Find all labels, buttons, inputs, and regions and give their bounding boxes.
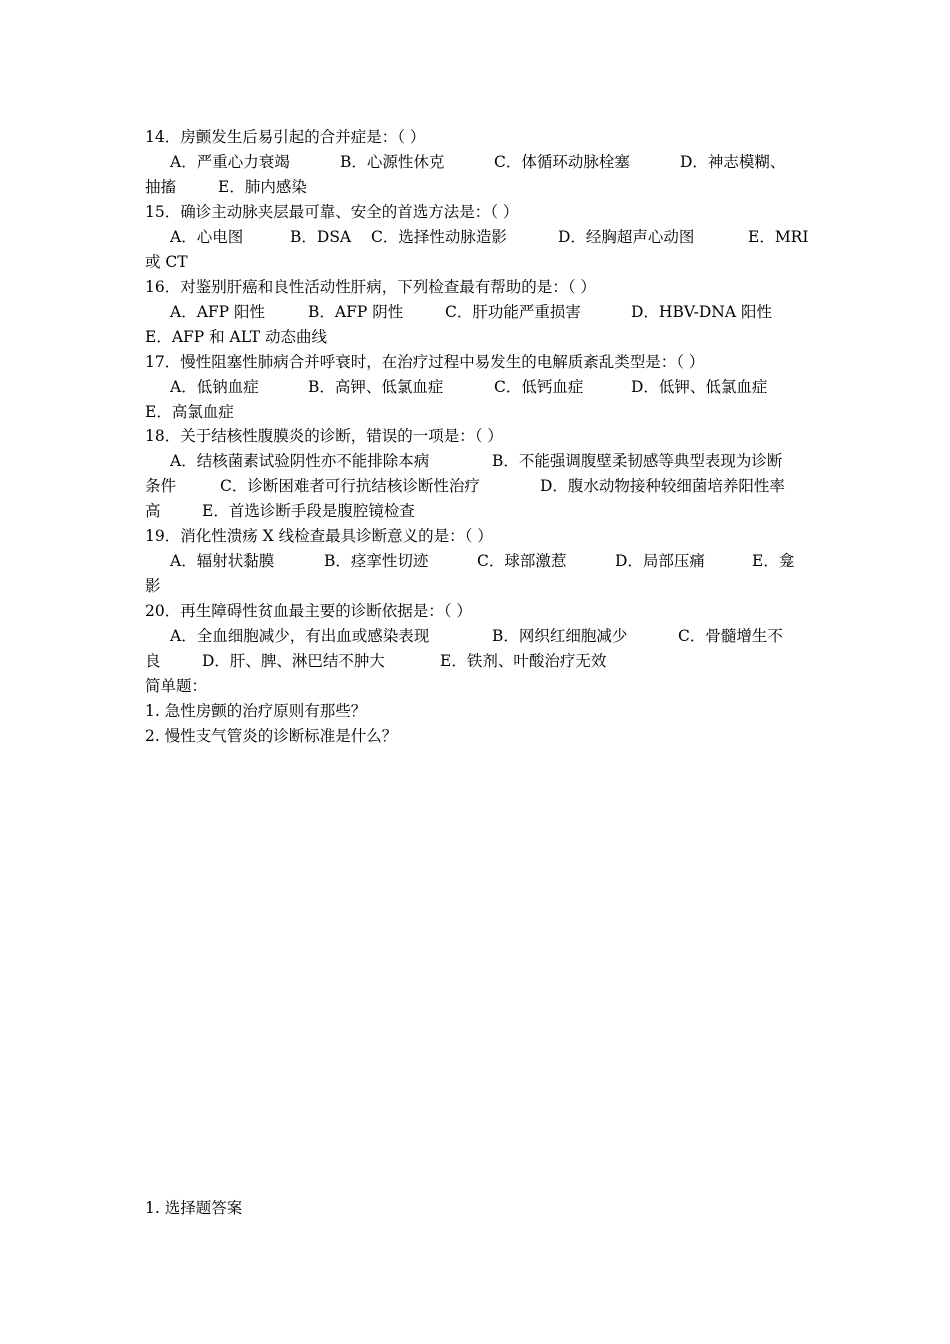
question-18-stem: 18．关于结核性腹膜炎的诊断，错误的一项是：（ ） [145,427,503,445]
option-a: A．心电图 [170,228,244,246]
option-d: D．低钾、低氯血症 [631,378,768,396]
question-16-stem: 16．对鉴别肝癌和良性活动性肝病，下列检查最有帮助的是：（ ） [145,278,596,296]
option-d: D．经胸超声心动图 [558,228,695,246]
short-answer-item-1: 1. 急性房颤的治疗原则有那些？ [145,702,367,720]
question-14-options-line-1 [145,150,810,175]
option-c: C．球部激惹 [477,552,567,570]
option-b: B．不能强调腹壁柔韧感等典型表现为诊断 [492,452,783,470]
question-17-options-line-2 [145,400,810,425]
option-d-continued: 高 [145,502,161,520]
option-e-continued: 或 CT [145,253,188,271]
question-18-options-line-2 [145,474,810,499]
option-c: C．低钙血症 [494,378,584,396]
option-c: C．选择性动脉造影 [371,228,507,246]
option-c: C．骨髓增生不 [678,627,783,645]
option-c: C．体循环动脉栓塞 [494,153,630,171]
option-b: B．AFP 阴性 [308,303,404,321]
option-b: B．心源性休克 [340,153,445,171]
answers-heading: 1. 选择题答案 [145,1199,243,1217]
question-19-options-line-2 [145,574,810,599]
option-b: B．高钾、低氯血症 [308,378,444,396]
question-20-options-line-2 [145,649,810,674]
question-18-options-line-1 [145,449,810,474]
option-d: D．腹水动物接种较细菌培养阳性率 [540,477,785,495]
question-15-stem: 15．确诊主动脉夹层最可靠、安全的首选方法是：（ ） [145,203,519,221]
question-14-options-line-2 [145,175,810,200]
short-answer-item-2: 2. 慢性支气管炎的诊断标准是什么？ [145,727,398,745]
option-d: D．神志模糊、 [680,153,786,171]
question-17-stem: 17．慢性阻塞性肺病合并呼衰时，在治疗过程中易发生的电解质紊乱类型是：（ ） [145,353,705,371]
option-b: B．痉挛性切迹 [324,552,429,570]
option-e: E．肺内感染 [218,178,307,196]
question-14-stem: 14．房颤发生后易引起的合并症是：（ ） [145,128,426,146]
question-16-options-line-2 [145,325,810,350]
option-e: E．高氯血症 [145,403,234,421]
option-e-continued: 影 [145,577,161,595]
question-15-options-line-1 [145,225,810,250]
question-18-options-line-3 [145,499,810,524]
option-b-continued: 条件 [145,477,177,495]
question-16-options-line-1 [145,300,810,325]
option-d-continued: 抽搐 [145,178,177,196]
option-a: A．AFP 阳性 [170,303,265,321]
option-a: A．低钠血症 [170,378,259,396]
option-a: A．全血细胞减少，有出血或感染表现 [170,627,430,645]
option-c-continued: 良 [145,652,161,670]
question-19-options-line-1 [145,549,810,574]
question-15-options-line-2 [145,250,810,275]
option-e: E．MRI [748,228,809,246]
option-d: D．HBV-DNA 阳性 [631,303,772,321]
option-b: B．DSA [290,228,352,246]
option-e: E．AFP 和 ALT 动态曲线 [145,328,328,346]
question-20-stem: 20．再生障碍性贫血最主要的诊断依据是：（ ） [145,602,472,620]
option-a: A．结核菌素试验阴性亦不能排除本病 [170,452,430,470]
option-e: E．龛 [752,552,795,570]
option-e: E．铁剂、叶酸治疗无效 [440,652,607,670]
option-b: B．网织红细胞减少 [492,627,628,645]
option-e: E．首选诊断手段是腹腔镜检查 [202,502,415,520]
option-d: D．局部压痛 [615,552,705,570]
option-d: D．肝、脾、淋巴结不肿大 [202,652,385,670]
option-a: A．严重心力衰竭 [170,153,290,171]
short-answer-heading: 简单题： [145,677,208,695]
option-c: C．诊断困难者可行抗结核诊断性治疗 [220,477,480,495]
option-c: C．肝功能严重损害 [445,303,581,321]
question-20-options-line-1 [145,624,810,649]
option-a: A．辐射状黏膜 [170,552,275,570]
question-17-options-line-1 [145,375,810,400]
question-19-stem: 19．消化性溃疡 X 线检查最具诊断意义的是：（ ） [145,527,493,545]
